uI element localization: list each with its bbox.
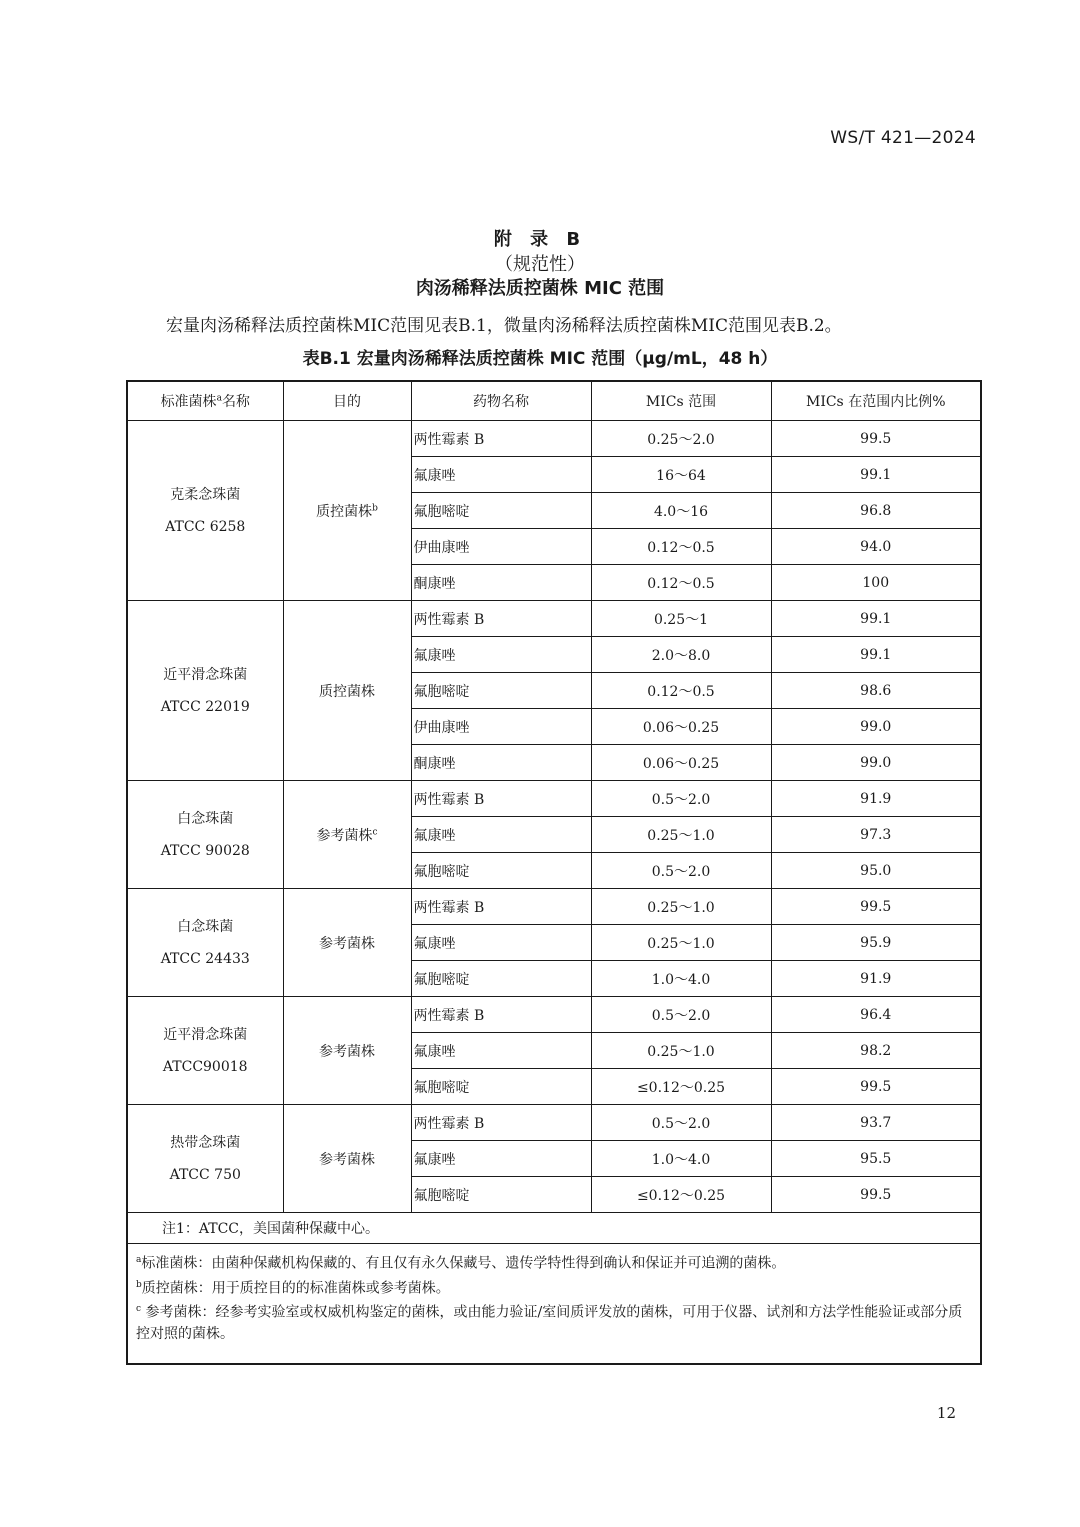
table-body	[127, 421, 981, 1213]
range-cell: 16～64	[591, 457, 771, 493]
percent-cell: 99.5	[771, 421, 981, 457]
range-cell: 0.5～2.0	[591, 997, 771, 1033]
percent-cell: 99.5	[771, 889, 981, 925]
percent-cell: 99.0	[771, 745, 981, 781]
header-purpose: 目的	[283, 381, 411, 421]
strain-atcc: ATCC 6258	[165, 518, 246, 535]
footnote-b: $^b$质控菌株：用于质控目的的标准菌株或参考菌株。	[136, 1279, 450, 1297]
percent-cell: 91.9	[771, 781, 981, 817]
drug-cell: 伊曲康唑	[411, 529, 591, 565]
page-number: 12	[936, 1404, 956, 1422]
range-cell: 1.0～4.0	[591, 1141, 771, 1177]
percent-cell: 97.3	[771, 817, 981, 853]
appendix-nature: （规范性）	[495, 254, 585, 275]
range-cell: 0.06～0.25	[591, 745, 771, 781]
strain-name: 白念珠菌	[177, 810, 234, 827]
purpose-cell: 质控菌株$^b$	[283, 421, 411, 601]
strain-name: 近平滑念珠菌	[163, 666, 248, 683]
strain-cell	[127, 781, 283, 889]
purpose-cell: 参考菌株	[283, 997, 411, 1105]
percent-cell: 95.5	[771, 1141, 981, 1177]
strain-cell	[127, 1105, 283, 1213]
drug-cell: 氟胞嘧啶	[411, 1177, 591, 1213]
range-cell: 0.5～2.0	[591, 1105, 771, 1141]
appendix-subject: 肉汤稀释法质控菌株 MIC 范围	[415, 278, 665, 299]
percent-cell: 99.0	[771, 709, 981, 745]
footnote-a: $^a$标准菌株：由菌种保藏机构保藏的、有且仅有永久保藏号、遗传学特性得到确认和保证并可追溯的菌株。	[136, 1255, 786, 1272]
range-cell: 0.25～1.0	[591, 925, 771, 961]
percent-cell: 99.1	[771, 457, 981, 493]
strain-name: 克柔念珠菌	[170, 486, 241, 503]
strain-name: 热带念珠菌	[170, 1134, 241, 1151]
percent-cell: 95.9	[771, 925, 981, 961]
drug-cell: 氟康唑	[411, 925, 591, 961]
range-cell: ≤0.12～0.25	[591, 1069, 771, 1105]
table-caption: 表B.1 宏量肉汤稀释法质控菌株 MIC 范围（μg/mL，48 h）	[302, 349, 778, 369]
percent-cell: 91.9	[771, 961, 981, 997]
drug-cell: 氟胞嘧啶	[411, 961, 591, 997]
intro-paragraph: 宏量肉汤稀释法质控菌株MIC范围见表B.1，微量肉汤稀释法质控菌株MIC范围见表B.2。	[166, 316, 842, 336]
percent-cell: 99.1	[771, 637, 981, 673]
range-cell: 0.25～1.0	[591, 1033, 771, 1069]
drug-cell: 两性霉素 B	[411, 889, 591, 925]
header-strain-name: 标准菌株$^a$名称	[127, 381, 283, 421]
strain-atcc: ATCC 750	[169, 1166, 241, 1183]
range-cell: 1.0～4.0	[591, 961, 771, 997]
purpose-cell: 参考菌株	[283, 1105, 411, 1213]
percent-cell: 99.1	[771, 601, 981, 637]
drug-cell: 两性霉素 B	[411, 781, 591, 817]
table-row	[127, 781, 981, 817]
strain-name: 白念珠菌	[177, 918, 234, 935]
range-cell: ≤0.12～0.25	[591, 1177, 771, 1213]
strain-atcc: ATCC 22019	[160, 698, 250, 715]
strain-cell	[127, 421, 283, 601]
drug-cell: 氟康唑	[411, 1033, 591, 1069]
drug-cell: 两性霉素 B	[411, 601, 591, 637]
strain-atcc: ATCC 90028	[160, 842, 250, 859]
percent-cell: 96.4	[771, 997, 981, 1033]
drug-cell: 酮康唑	[411, 745, 591, 781]
strain-cell	[127, 889, 283, 997]
drug-cell: 氟康唑	[411, 457, 591, 493]
range-cell: 0.25～1.0	[591, 817, 771, 853]
purpose-cell: 质控菌株	[283, 601, 411, 781]
range-cell: 0.06～0.25	[591, 709, 771, 745]
drug-cell: 两性霉素 B	[411, 997, 591, 1033]
range-cell: 0.25～2.0	[591, 421, 771, 457]
range-cell: 0.12～0.5	[591, 673, 771, 709]
mic-range-table	[126, 380, 982, 1365]
range-cell: 0.5～2.0	[591, 853, 771, 889]
purpose-cell: 参考菌株$^c$	[283, 781, 411, 889]
table-row	[127, 997, 981, 1033]
percent-cell: 98.2	[771, 1033, 981, 1069]
drug-cell: 两性霉素 B	[411, 421, 591, 457]
strain-cell	[127, 997, 283, 1105]
drug-cell: 氟胞嘧啶	[411, 853, 591, 889]
strain-atcc: ATCC 24433	[160, 950, 250, 967]
footnote-row	[127, 1244, 981, 1364]
appendix-title: 附 录 B	[493, 229, 587, 250]
drug-cell: 伊曲康唑	[411, 709, 591, 745]
table-footnotes	[127, 1244, 981, 1364]
percent-cell: 98.6	[771, 673, 981, 709]
header-drug: 药物名称	[411, 381, 591, 421]
range-cell: 0.12～0.5	[591, 565, 771, 601]
range-cell: 0.12～0.5	[591, 529, 771, 565]
percent-cell: 100	[771, 565, 981, 601]
percent-cell: 96.8	[771, 493, 981, 529]
drug-cell: 两性霉素 B	[411, 1105, 591, 1141]
drug-cell: 氟胞嘧啶	[411, 673, 591, 709]
table-note: 注1：ATCC，美国菌种保藏中心。	[127, 1213, 981, 1244]
drug-cell: 氟康唑	[411, 637, 591, 673]
range-cell: 0.25～1	[591, 601, 771, 637]
strain-cell	[127, 601, 283, 781]
percent-cell: 94.0	[771, 529, 981, 565]
footnote-c: $^c$ 参考菌株：经参考实验室或权威机构鉴定的菌株，或由能力验证/室间质评发放的菌株，可用于仪器、试剂和方法学性能验证或部分质控对照的菌株。	[136, 1304, 963, 1342]
percent-cell: 95.0	[771, 853, 981, 889]
standard-code: WS/T 421—2024	[830, 128, 976, 148]
table-row	[127, 421, 981, 457]
range-cell: 0.25～1.0	[591, 889, 771, 925]
range-cell: 2.0～8.0	[591, 637, 771, 673]
range-cell: 0.5～2.0	[591, 781, 771, 817]
header-percent: MICs 在范围内比例%	[771, 381, 981, 421]
table-row	[127, 601, 981, 637]
note-row	[127, 1213, 981, 1244]
percent-cell: 99.5	[771, 1177, 981, 1213]
drug-cell: 氟康唑	[411, 817, 591, 853]
purpose-cell: 参考菌株	[283, 889, 411, 997]
strain-atcc: ATCC90018	[162, 1058, 248, 1075]
range-cell: 4.0～16	[591, 493, 771, 529]
drug-cell: 氟胞嘧啶	[411, 1069, 591, 1105]
drug-cell: 氟胞嘧啶	[411, 493, 591, 529]
strain-name: 近平滑念珠菌	[163, 1026, 248, 1043]
table-row	[127, 1105, 981, 1141]
drug-cell: 氟康唑	[411, 1141, 591, 1177]
header-range: MICs 范围	[591, 381, 771, 421]
drug-cell: 酮康唑	[411, 565, 591, 601]
table-header-row	[127, 381, 981, 421]
table-row	[127, 889, 981, 925]
percent-cell: 99.5	[771, 1069, 981, 1105]
percent-cell: 93.7	[771, 1105, 981, 1141]
